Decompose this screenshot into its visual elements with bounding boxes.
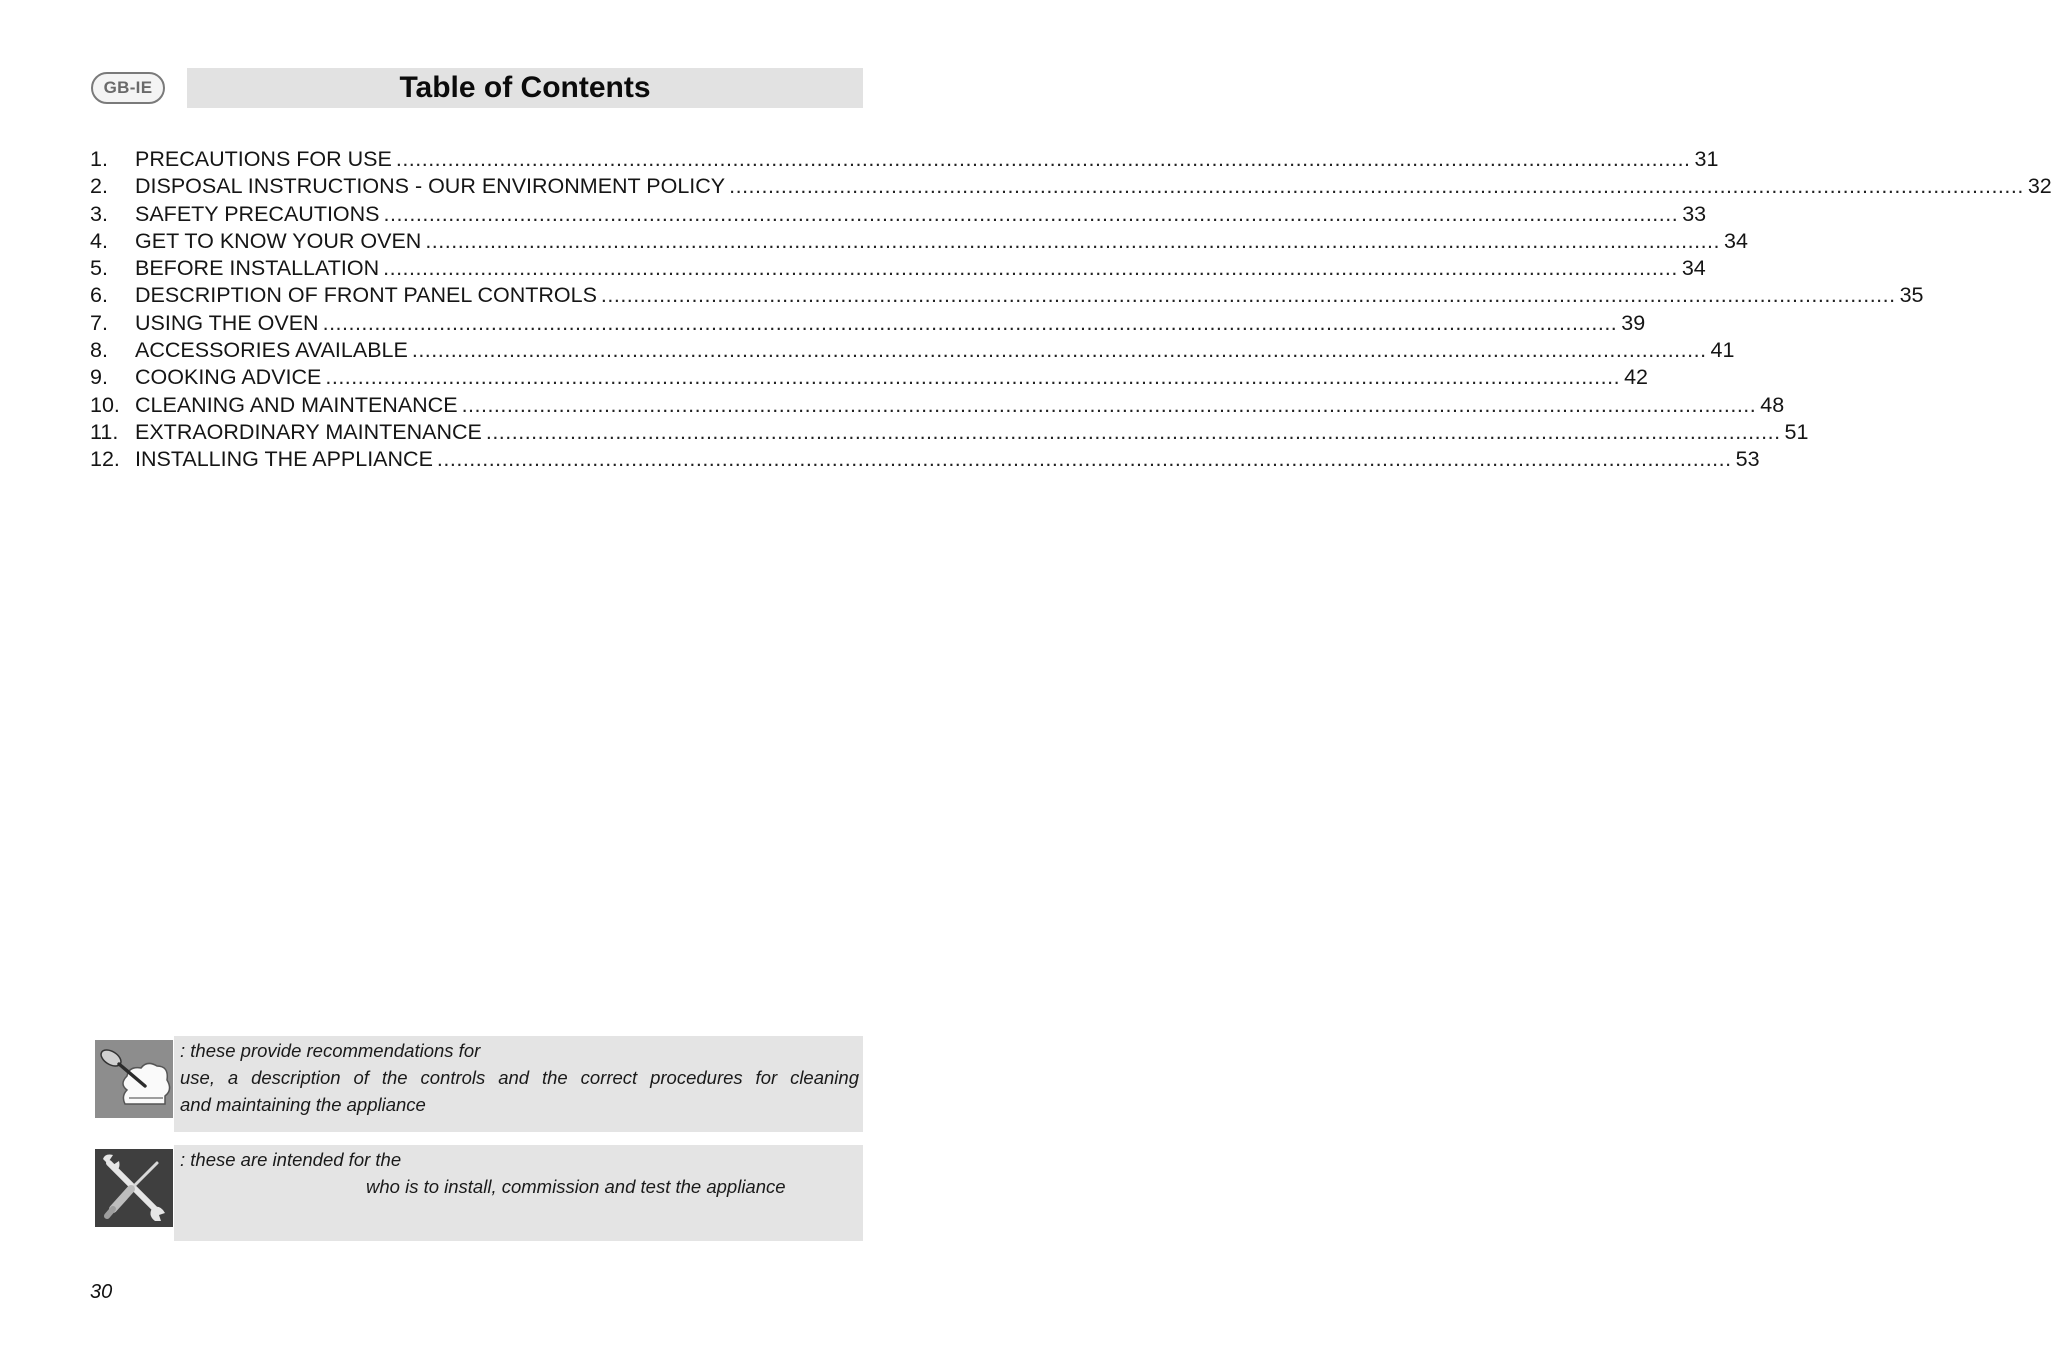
toc-entry[interactable]	[90, 392, 1785, 419]
toc-entry-number: 7.	[90, 310, 108, 335]
toc-entry-number: 1.	[90, 147, 108, 171]
toc-dot-leader: ........................................................................................................................................................................................................	[436, 447, 1732, 472]
toc-entry[interactable]	[90, 364, 1648, 391]
toc-dot-leader: ........................................................................................................................................................................................................	[425, 228, 1721, 253]
toc-entry-number: 8.	[90, 338, 108, 363]
toc-dot-leader: ........................................................................................................................................................................................................	[600, 283, 1896, 308]
toc-entry-title: BEFORE INSTALLATION	[135, 256, 380, 281]
toc-entry-number: 2.	[90, 174, 108, 199]
toc-dot-leader: ........................................................................................................................................................................................................	[395, 147, 1691, 171]
toc-dot-leader: ........................................................................................................................................................................................................	[411, 338, 1707, 363]
toc-dot-leader: ........................................................................................................................................................................................................	[383, 256, 1678, 281]
language-badge: GB-IE	[91, 72, 165, 104]
toc-entry-page: 42	[1624, 365, 1648, 390]
toc-entry-page: 35	[1899, 283, 1924, 308]
toc-entry-title: SAFETY PRECAUTIONS	[135, 201, 380, 226]
toc-entry-page: 34	[1724, 228, 1748, 253]
toc-entry[interactable]	[90, 419, 1809, 446]
table-of-contents	[90, 146, 2052, 474]
toc-dot-leader: ........................................................................................................................................................................................................	[325, 365, 1621, 390]
toc-entry-number: 3.	[90, 201, 108, 226]
installer-note-line-2: who is to install, commission and test the appliance	[366, 1176, 786, 1197]
toc-entry-title: CLEANING AND MAINTENANCE	[135, 392, 458, 417]
toc-entry[interactable]	[90, 228, 1748, 255]
toc-entry-page: 34	[1681, 256, 1706, 281]
toc-entry-title: USING THE OVEN	[135, 310, 319, 335]
toc-entry[interactable]	[90, 173, 2052, 200]
toc-entry[interactable]	[90, 337, 1735, 364]
title-bar	[187, 68, 863, 108]
user-note-line-1: : these provide recommendations for	[180, 1040, 481, 1061]
toc-entry-number: 9.	[90, 365, 108, 390]
toc-entry-title: INSTALLING THE APPLIANCE	[135, 447, 433, 472]
toc-entry-page: 51	[1784, 419, 1809, 444]
toc-entry[interactable]	[90, 282, 1924, 309]
toc-entry-title: COOKING ADVICE	[135, 365, 322, 390]
toc-entry-page: 39	[1621, 310, 1646, 335]
toc-entry-title: DISPOSAL INSTRUCTIONS - OUR ENVIRONMENT POLICY	[135, 174, 726, 199]
toc-entry[interactable]	[90, 255, 1706, 282]
toc-entry-number: 11.	[90, 419, 119, 444]
toc-entry-page: 53	[1735, 447, 1760, 472]
toc-entry-number: 12.	[90, 447, 120, 472]
user-note-line-2: use, a description of the controls and the correct procedures for cleaning	[180, 1067, 859, 1088]
toc-entry-title: PRECAUTIONS FOR USE	[135, 147, 392, 171]
toc-entry-page: 31	[1694, 147, 1719, 171]
toc-dot-leader: ........................................................................................................................................................................................................	[383, 201, 1679, 226]
toc-entry-page: 33	[1682, 201, 1707, 226]
toc-entry-page: 41	[1710, 338, 1735, 363]
user-note-line-3: and maintaining the appliance	[180, 1094, 426, 1115]
toc-entry[interactable]	[90, 310, 1646, 337]
spoon-chef-hat-icon	[95, 1040, 173, 1118]
installer-instructions-note	[174, 1145, 863, 1241]
toc-entry[interactable]	[90, 201, 1707, 228]
toc-entry[interactable]	[90, 146, 1719, 173]
toc-entry-title: ACCESSORIES AVAILABLE	[135, 338, 408, 363]
toc-entry-number: 10.	[90, 392, 120, 417]
toc-entry-page: 32	[2027, 174, 2052, 199]
toc-entry[interactable]	[90, 446, 1760, 473]
toc-entry-number: 5.	[90, 256, 108, 281]
wrench-screwdriver-icon	[95, 1149, 173, 1227]
toc-entry-page: 48	[1760, 392, 1785, 417]
toc-entry-number: 6.	[90, 283, 108, 308]
toc-dot-leader: ........................................................................................................................................................................................................	[485, 419, 1781, 444]
toc-entry-title: GET TO KNOW YOUR OVEN	[135, 228, 422, 253]
installer-note-line-1: : these are intended for the	[180, 1149, 402, 1170]
page-title: Table of Contents	[399, 71, 651, 104]
user-instructions-note	[174, 1036, 863, 1132]
toc-entry-number: 4.	[90, 228, 108, 253]
page-number: 30	[90, 1281, 113, 1303]
toc-dot-leader: ........................................................................................................................................................................................................	[322, 310, 1618, 335]
toc-dot-leader: ........................................................................................................................................................................................................	[461, 392, 1757, 417]
toc-dot-leader: ........................................................................................................................................................................................................	[729, 174, 2024, 199]
toc-entry-title: EXTRAORDINARY MAINTENANCE	[135, 419, 482, 444]
toc-entry-title: DESCRIPTION OF FRONT PANEL CONTROLS	[135, 283, 597, 308]
